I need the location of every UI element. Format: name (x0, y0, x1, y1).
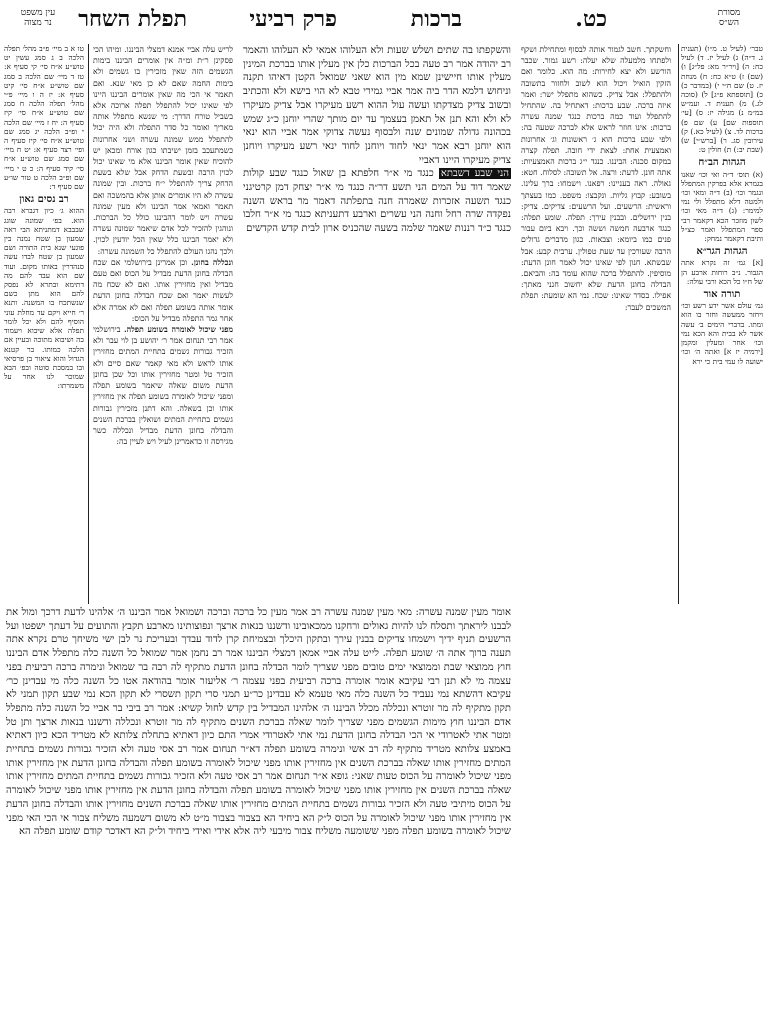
book-title: תפלת השחר (78, 6, 187, 32)
haggahot-hagra-title: הגהות הגר״א (696, 246, 748, 258)
gemara-mid-lines: כנגד מי א״ר חלפתא בן שאול כנגד שבע קולות שאמר דוד על המים הני תשע דר״ה כנגד מי א״ר יצחק דמן קרטיגני כנגד תשעה אזכרות שאמרה חנה בתפלתה דאמר מר בראש השנה נפקדה שרה רחל וחנה הני עשרים וארבע דתעניתא כנגד מי א״ר חלבו כנגד כ״ד רננות שאמר שלמה בשעה שהכניס ארון לבית קדש הקדשים (243, 168, 511, 235)
tosafot-text-2: וכן אמרינן בירושלמי אם שכח הבדלה בחונן הדעת מבדיל על הכוס ואם טעם מבדיל ואין מחזירין אותו. ואם לא שכח מה לעשות יאמר ואם שכח הבדלה בחונן הדעת אומר אותה בשומע תפלה ואם לא אמרה אלא אחר גמר התפלה מבדיל על הכוס: (93, 257, 233, 323)
ein-mishpat-text: טו א ב מיי׳ פ״ב מהל׳ תפלה הלכה ב ג סמג עשין יט טוש״ע א״ח סי׳ קי סעיף א: טז ד מיי׳ שם הלכה ב סמג שם טוש״ע א״ח סי׳ קיט סעיף א: יז ה ו מיי׳ פ״י מהל׳ תפלה הלכה ח סמג שם טוש״ע א״ח סי׳ קיז סעיף ה: יח ז מיי׳ שם הלכה י ופ״ב הלכה יג סמג שם טוש״ע א״ח סי׳ קיז סעיף ה ופי׳ רצד סעיף א: יט ח מיי׳ שם סמג שם טוש״ע א״ח סי׳ קיד סעיף ה: כ ט י מיי׳ שם ופ״ב הלכה ט טור שו״ע שם סעיף ד: (4, 44, 84, 192)
torah-or-title: תורה אור (703, 289, 741, 301)
right-margin-divider (678, 44, 679, 604)
ein-mishpat-label-line1: עין משפט (20, 8, 56, 18)
tosafot-mipnei-heading: מפני שיכול לאומרה בשומע תפלה. (123, 325, 233, 335)
masoret-label-line1: מסורת (717, 8, 741, 18)
rashi-commentary (521, 44, 671, 1022)
rashi-text: וחשקתך. חשב לגמור אותה לבסוף ומתחילת ושקף ולפתחו מלמעלה שלא יעלה: רשע גמור. שכבר הורשע ולא יצא לחירות: מה הוא. כלומר ואם הזקין הואיל ויכול הוא לשוב ולחזור בתשובה ולהתפלל: אבל צדיק. כשהוא מתפלל ישר: ואמר איזה ברכה. שבע ברכות: דאתחיל בה. שהתחיל להתפלל ועוד כמה ברכות כנגד שמנה עשרה ברכות: אינו חוזר לראש אלא לברכה שטעה בה: ולפי שבע ברכות הוא ג׳ ראשונות וג׳ אחרונות ואמצעית אחת: לצאת ידי חובה. תפלה קצרה במקום סכנה: הביננו. כנגד י״ג ברכות האמצעיות: אתה חונן. לדעת: ורצה. אל תשובה: לסלוח. חטא: גאולה. ראה בעניינו: רפאנו. וישמחו: ברך עלינו. בשובע: קבוץ גליות. ונקבצו: משפט. כמו בעצתך וראשית: הרשעים. ועל הרשעים: צדיקים. צדיק: בנין ירושלים. ובבנין עירך: תפלה. שומע תפלה: כנגד ארבעה חמשה וששה וכך. ויבא ביום עבור פנים כמו ביומא: וצבאות. כגון מדברים גדולים הרבה שעורכין עד שעת טפולין. ערבית קבע: אבל שבשתא. חנון לפי שאינו יכול לאמר חונן הדעת: מוסיפין. להתפלל ברכה שהוא עומד בה: והביאם. הבדלה בחונן הדעת שלא יחשוב חנני מאתך: אפילו. בסדר שאינו: שכח. נמי הא שומעת: תפלת המשכים לעבר: (521, 45, 671, 312)
ein-mishpat-label (8, 8, 68, 28)
gemara-highlight-heading: הני שבע דשבתא (440, 168, 509, 180)
gemara-body (6, 606, 511, 1020)
rabbenu-nissim-title: רב נסים גאון (19, 194, 69, 206)
ein-mishpat-label-line2: נר מצוה (24, 18, 52, 28)
rabbenu-nissim-text: ההוא ג׳ כיון דגברא רבה הוא. בפ׳ שמונה שוגג שבבבא דמתניתא הבי ראה שמעון בן שטח נמנה בין פוגעי שנא בית התורה ושם שמעון בן שטח לבדו עשה סנהדרין באותו מקום. ועוד שם הוא עבד להם מה דתימא ובתרא לא נפסק להם הוא מתן כשם שנשתכח בו המשנה. ותנא ר׳ חייא ויקם עד מחלת עוני הוסיף להם ולא יכל לומר תפלה אלא שיבוא ויעמוד בה ושיבוא מתוכה ובעיין אם הלכה כמותו. בר קטנא הגדול והוא ציאור בן פרסיאי ובו במסכת סוטה ובפ׳ הבא שמוכר לנו אחר על משמרתו: (4, 206, 84, 391)
right-margin (681, 44, 763, 604)
left-margin (4, 44, 84, 604)
folio-number: כט. (575, 6, 607, 32)
chapter-title: פרק רביעי (249, 6, 337, 32)
page-header (0, 4, 767, 40)
tosafot-text: לריש עלה אביי אמנא דמצלי הביננו. ומיהו הכי פסקינן ר״ת ומ״ה אין אומרים הביננו בימות הגשמים הזה שאין מזכירין בו גשמים ולא בימות החמה שאם לא כן מאי שנא. ואם תאמר אי הכי מה שאין אומרים הביננו היינו לפי שאינו יכול להתפלל תפלה ארוכה אלא בשביל טורח הדרך: מי שנשא מתפלל אותה מאריך ואומר כל סדר התפלה ולא היה יכול להתפלל ממש שמונה עשרה ושני אחרונות כשמתעכב בזמן ישיבתו כגון אורח ומכאן יש להוכיח שאין אומר הביננו אלא מי שאינו יכול לכוין הרבה ובשעת הדחק אבל שלא בשעת הדחק צריך להתפלל י״ח ברכות. ובין שמונה עשרה לא היו אומרים אותן אלא בהמשכה ואם תאמר ואמאי אמר הביננו ולא מעין שמונה עשרה ויש לומר דהביננו כולל כל הברכות. ונוהגין להזכיר לכל אדם שיאמר שמונה עשרה ולא יאמר הביננו כלל שאין הכל יודעין לכוין. ולכך נהגו העולם להתפלל כל השמונה עשרה: (93, 45, 233, 256)
haggahot-habach-text: (א) תוס׳ ד״ה ואי וכו׳ שאנו בגמרא אלא בפרקין המתפלל ונגמר וכו׳ (ב) ד״ה ומאי וכו׳ ולמטה דלא מתפלל ולי נמי למימר: (ג) ד״ה מאי וכו׳ לשון מוזכר הכא דקאמר רבי ספר המתפלל ואמר כצ״ל ותיבת דקאמר נמחק: (681, 169, 763, 244)
tosafot-commentary (93, 44, 233, 604)
tosafot-section-heading: ונכללה בחונן. (191, 257, 233, 267)
masoret-hashas-text: טבר׳ (לעיל ט. מ״ו) (תענית ג. ד״ה) ג) לעיל יז. ד) לעיל כח: ה) [ויר״ר מא: פל״ג] ו) (שם) ז) ט״א כח: ח) מנחת יז. ט) שם ח״י י) (במדבר כ) כ) [תוספתא פ״ג] ל) (סוכה לג.) מ) תענית ד. ועמ״ש במ״מ נ) מגילה יז: ס) [עי׳ תוספות שם] ע) שם פ) ברכות לד. צ) (לעיל כא.) ק) עירובין סג. ר) [ברש״י] ש) (שבת יב:) ת) חולין ט: (681, 44, 763, 155)
torah-or-text: גמ׳ עולם אשר ידע רשע וכו׳ ויחזר ממעשה וחזר בו הוא ומתו. בדברי הימים ב׳ עשה אשר לא בבית והא הכא נמי וכו׳ אחר ומעלין ומקמן [ירמיה יז א] ואתה ה׳ וכו׳ ישועה לו עמי בית כי ירא (681, 301, 763, 366)
gemara-body-text: אומר מעין שמנה עשרה: מאי מעין שמנה עשרה רב אמר מעין כל ברכה וברכה ושמואל אמר הביננו ה׳ אלהינו לדעת דרכך ומול את לבבנו ליראתך ותסלח לנו להיות גאולים ורחקנו ממכאובינו ודשננו בנאות ארצך ונפוצותינו מארבע תקבץ והתועים על דעתך ישפטו ועל הרשעים תניף ידיך וישמחו צדיקים בבנין עירך ובתקון היכלך ובצמיחת קרן לדוד עבדך ובעריכת נר לבן ישי משיחך טרם נקרא אתה תענה ברוך אתה ה׳ שומע תפלה. לייט עלה אביי אמאן דמצלי הביננו אמר רב נחמן אמר שמואל כל השנה כלה מתפלל אדם הביננו חוץ ממוצאי שבת וממוצאי ימים טובים מפני שצריך לומר הבדלה בחונן הדעת מתקיף לה רבה בר שמואל ונימרה ברכה רביעית בפני עצמה מי לא תנן רבי עקיבא אומר אומרה ברכה רביעית בפני עצמה ר׳ אליעזר אומר בהודאה אטו כל השנה כלה מי עבדינן כר׳ עקיבא דהשתא נמי נעביד כל השנה כלה מאי טעמא לא עבדינן כר״ע תמני סרי תקון תשסרי לא תקון הכא נמי שבע תקון תמני לא תקון מתקיף לה מר זוטרא ונכללה מכלל הביננו ה׳ אלהינו המבדיל בין קדש לחול קשיא: אמר רב ביבי בר אביי כל השנה כלה מתפלל אדם הביננו חוץ מימות הגשמים מפני שצריך לומר שאלה בברכת השנים מתקיף לה מר זוטרא ונכללה ודשננו בנאות ארצך ותן טל ומטר אתי לאטרודי אי הכי הבדלה בחונן הדעת נמי אתי לאטרודי אמרי התם כיון דאתיא בתחלת צלותא לא מטריד הכא כיון דאתיא באמצע צלותא מטריד מתקיף לה רב אשי ונימרה בשומע תפלה דא״ר תנחום אמר רב אסי טעה ולא הזכיר גבורות גשמים בתחיית המתים מחזירין אותו שאלה בברכת השנים אין מחזירין אותו מפני שיכול לאומרה בשומע תפלה והבדלה בחונן הדעת אין מחזירין אותו מפני שיכול לאומרה על הכוס טעות שאני: גופא א״ר תנחום אמר רב אסי טעה ולא הזכיר גבורות גשמים בתחיית המתים מחזירין אותו שאלה בברכת השנים אין מחזירין אותו מפני שיכול לאומרה בשומע תפלה והבדלה בחונן הדעת אין מחזירין אותו מפני שיכול לאומרה על הכוס מיתיבי טעה ולא הזכיר גבורות גשמים בתחיית המתים מחזירין אותו שאלה בברכת השנים מחזירין אותו והבדלה בחונן הדעת אין מחזירין אותו מפני שיכול לאומרה על הכוס ל״ק הא ביחיד הא בצבור בצבור מ״ט לא משום דשמעה משליח צבור אי הכי האי מפני שיכול לאומרה בשומע תפלה מפני ששומעה משליח צבור מיבעי ליה אלא אידי ואידי ביחיד ול״ק הא דאדכר קודם שומע תפלה הא (6, 607, 511, 838)
tractate-title: ברכות (410, 6, 462, 32)
gemara-top (243, 44, 511, 602)
haggahot-habach-title: הגהות הב״ח (698, 157, 746, 169)
haggahot-hagra-text: [א] גמ׳ זה נקרא אתה הגבור. נ״ב רוחות ארבע הן של ח״ו כל הכא ורבי עולה: (681, 258, 763, 286)
tosafot-text-3: בירושלמי אמר רבי תנחום אמר ר׳ יהושע בן לוי עבר ולא הזכיר גבורות גשמים בתחיית המתים מחזירין אותו לראש ולא מאי קאמר שאם סיים ולא הזכיר טל ומטר מחזירין אותו וכל שכן בחונן הדעת משום שאלה שיאמר בשומע תפלה ומפני שיכול לאומרה בשומע תפלה אין מחזירין אותו וכן בשאלה. והא דתנן מזכירין גבורות גשמים בתחיית המתים ושואלין בברכת השנים והבדלה בחונן הדעת מבדיל ונכללה כשר מגירסה זו כדאמרינן לעיל ויש לעיין בה: (93, 325, 233, 447)
gemara-top-lines: והשקפתו בה שתים ושלש שעות ולא העלוהו אמאי לא העלוהו והאמר רב יהודה אמר רב טעה בכל הברכות כלן אין מעלין אותו בברכת המינין מעלין אותו חיישינן שמא מין הוא שאני שמואל הקטן דאיהו תקנה וניחוש דלמא הדר ביה אמר אביי גמירי טבא לא הוי בישא ולא והכתיב ובשוב צדיק מצדקתו ועשה עול ההוא רשע מעיקרו אבל צדיק מעיקרו לא ולא והא תנן אל תאמן בעצמך עד יום מותך שהרי יוחנן כ״ג שמש בכהונה גדולה שמונים שנה ולבסוף נעשה צדוקי אמר אביי הוא ינאי הוא יוחנן רבא אמר ינאי לחוד ויוחנן לחוד ינאי רשע מעיקרו ויוחנן צדיק מעיקרו היינו דאביי (243, 45, 511, 166)
masoret-label-line2: הש״ס (718, 18, 740, 28)
masoret-label (699, 8, 759, 28)
left-margin-divider (88, 44, 89, 604)
